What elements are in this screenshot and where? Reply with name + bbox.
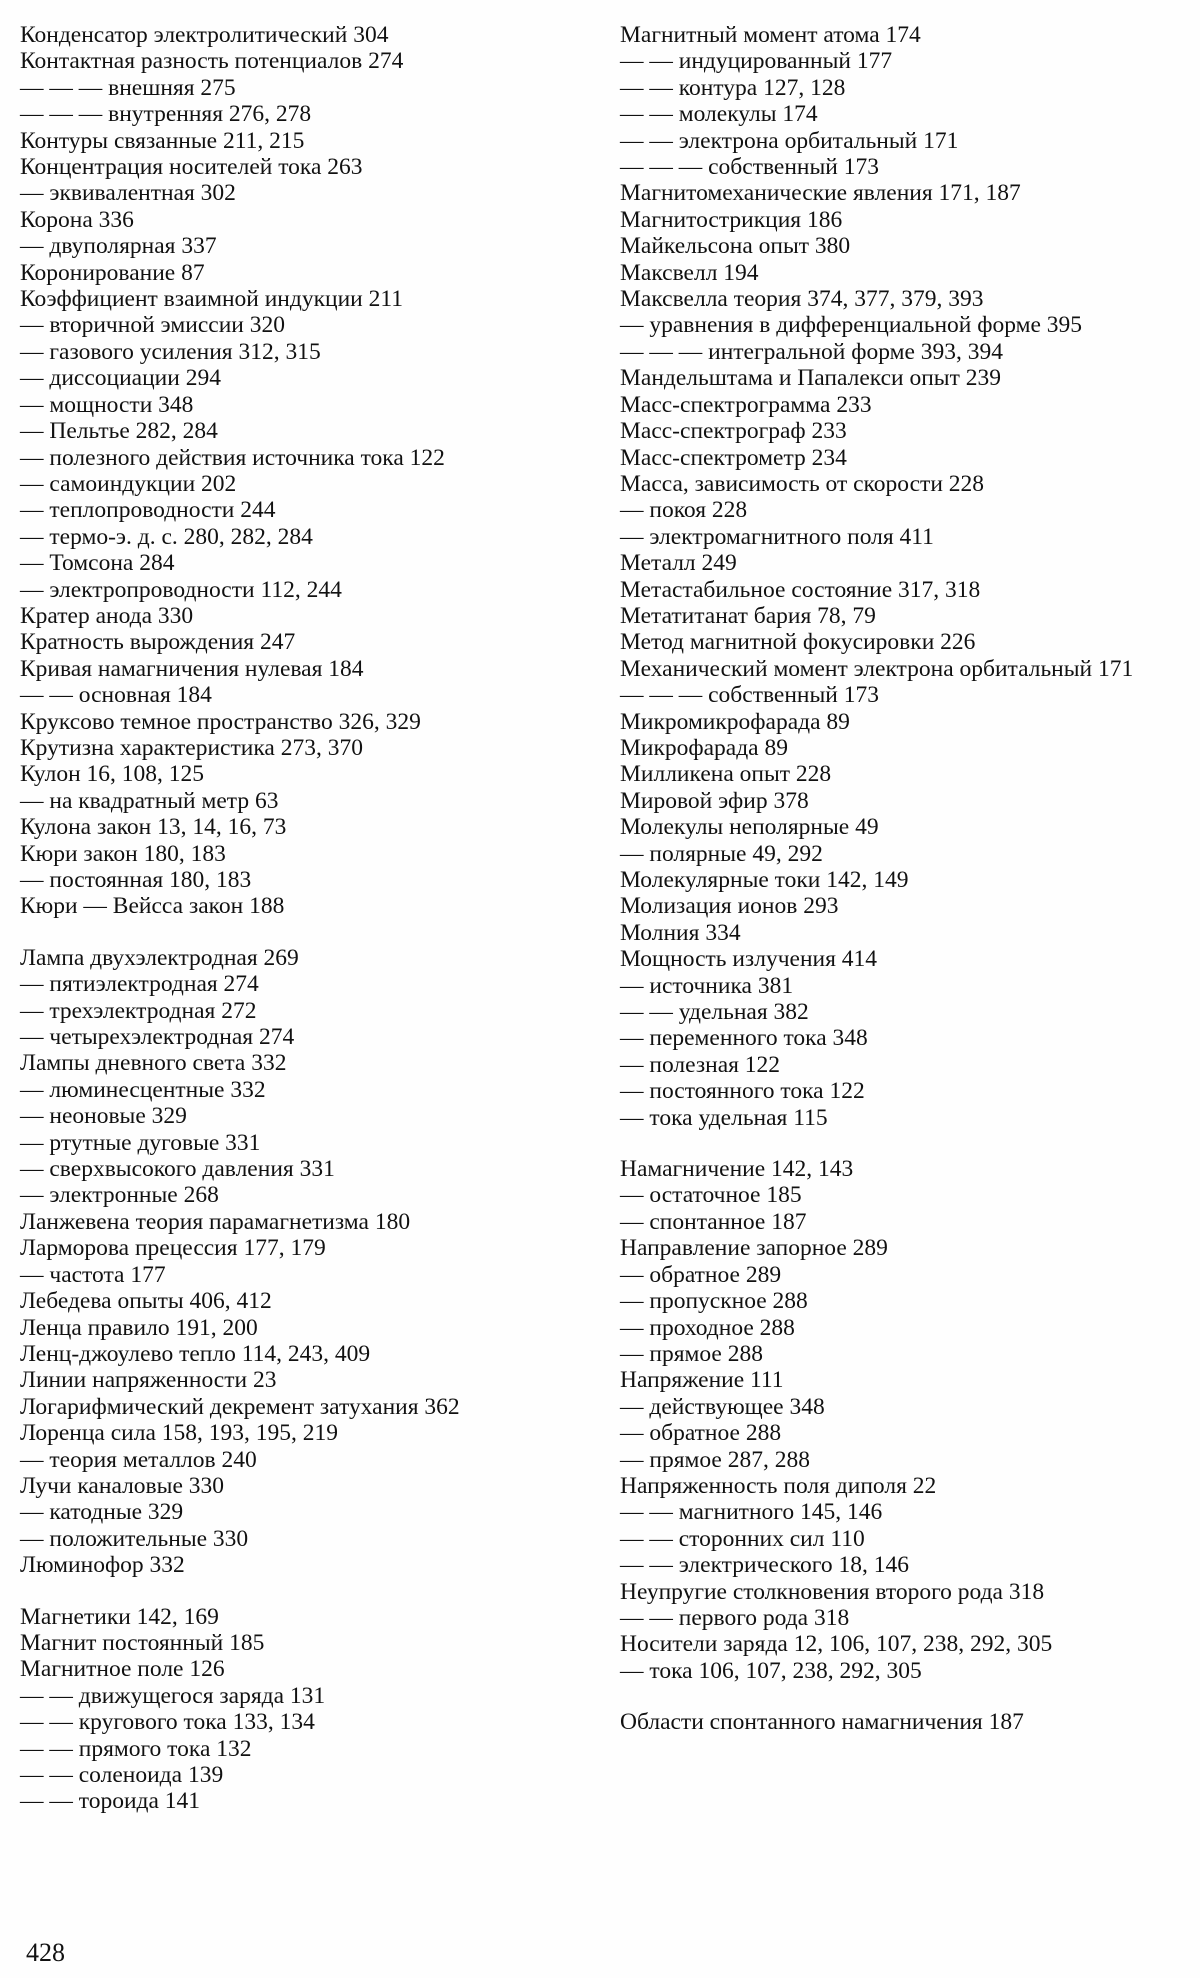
index-entry: — — индуцированный 177 bbox=[620, 48, 893, 75]
index-entry: — Томсона 284 bbox=[20, 550, 175, 577]
index-entry: — положительные 330 bbox=[20, 1525, 249, 1552]
index-entry: — тока 106, 107, 238, 292, 305 bbox=[620, 1657, 922, 1684]
index-entry: — Пельтье 282, 284 bbox=[20, 418, 218, 445]
index-entry: Магнетики 142, 169 bbox=[20, 1603, 219, 1630]
index-entry: — — — собственный 173 bbox=[620, 682, 879, 709]
index-entry: Напряжение 111 bbox=[620, 1367, 784, 1394]
index-entry: — термо-э. д. с. 280, 282, 284 bbox=[20, 523, 313, 550]
index-entry: — — тороида 141 bbox=[20, 1788, 201, 1815]
index-entry: — — — внешняя 275 bbox=[20, 74, 236, 101]
index-entry: — обратное 289 bbox=[620, 1261, 782, 1288]
index-entry: Кратность вырождения 247 bbox=[20, 629, 296, 656]
index-entry: Намагничение 142, 143 bbox=[620, 1156, 854, 1183]
index-entry: Кривая намагничения нулевая 184 bbox=[20, 655, 364, 682]
index-entry: — — контура 127, 128 bbox=[620, 74, 846, 101]
index-entry: — постоянная 180, 183 bbox=[20, 867, 252, 893]
index-entry: — эквивалентная 302 bbox=[20, 180, 236, 207]
section-gap bbox=[620, 1131, 1185, 1156]
index-entry: — — сторонних сил 110 bbox=[620, 1525, 865, 1552]
index-entry: Метатитанат бария 78, 79 bbox=[620, 602, 876, 629]
index-entry: Кулон 16, 108, 125 bbox=[20, 761, 205, 788]
index-entry: Напряженность поля диполя 22 bbox=[620, 1472, 937, 1499]
index-entry: — электропроводности 112, 244 bbox=[20, 576, 342, 603]
index-entry: — сверхвысокого давления 331 bbox=[20, 1156, 335, 1183]
index-entry: — — движущегося заряда 131 bbox=[20, 1682, 326, 1709]
index-entry: Кулона закон 13, 14, 16, 73 bbox=[20, 814, 287, 841]
index-entry: Масс-спектрометр 234 bbox=[620, 444, 847, 471]
index-entry: — — кругового тока 133, 134 bbox=[20, 1709, 315, 1736]
index-entry: Люминофор 332 bbox=[20, 1552, 185, 1579]
index-entry: Контуры связанные 211, 215 bbox=[20, 127, 305, 154]
index-entry: Неупругие столкновения второго рода 318 bbox=[620, 1578, 1045, 1605]
index-entry: — источника 381 bbox=[620, 972, 794, 999]
index-entry: — — первого рода 318 bbox=[620, 1604, 850, 1631]
index-entry: Кратер анода 330 bbox=[20, 602, 194, 629]
section-gap bbox=[20, 1579, 595, 1604]
index-entry: — — удельная 382 bbox=[620, 999, 809, 1026]
index-entry: — электронные 268 bbox=[20, 1182, 219, 1209]
index-entry: — — соленоида 139 bbox=[20, 1762, 224, 1788]
index-entry: — мощности 348 bbox=[20, 391, 194, 418]
index-entry: Коронирование 87 bbox=[20, 259, 205, 286]
index-entry: — полезного действия источника тока 122 bbox=[20, 444, 445, 471]
index-entry: — полярные 49, 292 bbox=[620, 840, 823, 867]
index-entry: Концентрация носителей тока 263 bbox=[20, 154, 363, 181]
index-entry: Максвелл 194 bbox=[620, 259, 759, 286]
index-entry: Мандельштама и Папалекси опыт 239 bbox=[620, 365, 1001, 392]
index-entry: Механический момент электрона орбитальный 171 bbox=[620, 655, 1134, 682]
index-entry: Коэффициент взаимной индукции 211 bbox=[20, 286, 403, 313]
index-entry: — переменного тока 348 bbox=[620, 1025, 868, 1052]
index-entry: Логарифмический декремент затухания 362 bbox=[20, 1393, 460, 1420]
index-entry: Молекулярные токи 142, 149 bbox=[620, 867, 909, 893]
index-entry: Магнитное поле 126 bbox=[20, 1656, 225, 1683]
index-entry: Молизация ионов 293 bbox=[620, 893, 839, 920]
index-entry: — ртутные дуговые 331 bbox=[20, 1129, 261, 1156]
index-entry: — — — собственный 173 bbox=[620, 154, 879, 181]
index-entry: — частота 177 bbox=[20, 1261, 166, 1288]
index-entry: Носители заряда 12, 106, 107, 238, 292, 305 bbox=[620, 1631, 1053, 1658]
index-entry: Магнит постоянный 185 bbox=[20, 1629, 265, 1656]
index-entry: — четырехэлектродная 274 bbox=[20, 1024, 295, 1051]
index-entry: Металл 249 bbox=[620, 550, 737, 577]
section-gap bbox=[20, 920, 595, 945]
index-entry: — уравнения в дифференциальной форме 395 bbox=[620, 312, 1083, 339]
index-entry: Корона 336 bbox=[20, 206, 134, 233]
index-entry: — — основная 184 bbox=[20, 682, 212, 709]
index-entry: — электромагнитного поля 411 bbox=[620, 523, 934, 550]
index-entry: Молекулы неполярные 49 bbox=[620, 814, 879, 841]
index-entry: — на квадратный метр 63 bbox=[20, 787, 279, 814]
index-entry: Кюри — Вейсса закон 188 bbox=[20, 893, 285, 920]
index-entry: — трехэлектродная 272 bbox=[20, 997, 257, 1024]
index-entry: — катодные 329 bbox=[20, 1499, 184, 1526]
index-entry: — постоянного тока 122 bbox=[620, 1078, 865, 1105]
index-entry: — действующее 348 bbox=[620, 1393, 825, 1420]
index-entry: — — электрического 18, 146 bbox=[620, 1552, 909, 1579]
index-entry: — люминесцентные 332 bbox=[20, 1076, 266, 1103]
index-entry: Магнитный момент атома 174 bbox=[620, 22, 921, 48]
page-number: 428 bbox=[26, 1938, 65, 1967]
index-entry: — пропускное 288 bbox=[620, 1288, 808, 1315]
index-entry: Масса, зависимость от скорости 228 bbox=[620, 470, 985, 497]
index-column-right bbox=[620, 22, 1185, 1736]
index-entry: Масс-спектрограмма 233 bbox=[620, 391, 872, 418]
index-entry: Контактная разность потенциалов 274 bbox=[20, 48, 404, 75]
index-entry: — обратное 288 bbox=[620, 1420, 782, 1447]
index-entry: Круксово темное пространство 326, 329 bbox=[20, 708, 421, 735]
index-entry: — — магнитного 145, 146 bbox=[620, 1499, 883, 1526]
index-entry: — теплопроводности 244 bbox=[20, 497, 276, 524]
index-entry: Кюри закон 180, 183 bbox=[20, 840, 226, 867]
index-entry: — проходное 288 bbox=[620, 1314, 795, 1341]
index-entry: Конденсатор электролитический 304 bbox=[20, 22, 389, 48]
index-entry: Майкельсона опыт 380 bbox=[620, 233, 851, 260]
index-entry: — газового усиления 312, 315 bbox=[20, 338, 321, 365]
index-entry: — теория металлов 240 bbox=[20, 1446, 257, 1473]
index-entry: — остаточное 185 bbox=[620, 1182, 802, 1209]
index-entry: Мощность излучения 414 bbox=[620, 946, 878, 973]
index-entry: Лампы дневного света 332 bbox=[20, 1050, 287, 1077]
index-entry: — — молекулы 174 bbox=[620, 101, 818, 128]
index-entry: Направление запорное 289 bbox=[620, 1235, 888, 1262]
index-entry: — — — внутренняя 276, 278 bbox=[20, 101, 312, 128]
index-entry: — пятиэлектродная 274 bbox=[20, 971, 259, 998]
index-entry: — диссоциации 294 bbox=[20, 365, 221, 392]
index-entry: — прямое 288 bbox=[620, 1340, 763, 1367]
index-entry: — полезная 122 bbox=[620, 1051, 781, 1078]
index-entry: Ленц-джоулево тепло 114, 243, 409 bbox=[20, 1340, 371, 1367]
index-entry: Лучи каналовые 330 bbox=[20, 1472, 224, 1499]
section-gap bbox=[620, 1684, 1185, 1709]
index-entry: Метастабильное состояние 317, 318 bbox=[620, 576, 981, 603]
index-entry: — — — интегральной форме 393, 394 bbox=[620, 338, 1004, 365]
index-entry: Метод магнитной фокусировки 226 bbox=[620, 629, 976, 656]
index-entry: Магнитострикция 186 bbox=[620, 206, 843, 233]
index-entry: — двуполярная 337 bbox=[20, 233, 217, 260]
index-entry: Милликена опыт 228 bbox=[620, 761, 832, 788]
index-entry: Масс-спектрограф 233 bbox=[620, 418, 847, 445]
index-entry: Линии напряженности 23 bbox=[20, 1367, 277, 1394]
index-entry: Области спонтанного намагничения 187 bbox=[620, 1709, 1024, 1736]
index-entry: Молния 334 bbox=[620, 919, 741, 946]
index-entry: — — электрона орбитальный 171 bbox=[620, 127, 959, 154]
index-entry: Ланжевена теория парамагнетизма 180 bbox=[20, 1208, 411, 1235]
index-entry: Максвелла теория 374, 377, 379, 393 bbox=[620, 286, 984, 313]
index-entry: — неоновые 329 bbox=[20, 1103, 187, 1130]
index-entry: — — прямого тока 132 bbox=[20, 1735, 252, 1762]
index-entry: — прямое 287, 288 bbox=[620, 1446, 810, 1473]
index-entry: Лебедева опыты 406, 412 bbox=[20, 1288, 272, 1315]
index-entry: Крутизна характеристика 273, 370 bbox=[20, 734, 363, 761]
index-entry: Мировой эфир 378 bbox=[620, 787, 809, 814]
index-entry: — спонтанное 187 bbox=[620, 1208, 807, 1235]
index-entry: — тока удельная 115 bbox=[620, 1104, 828, 1131]
index-entry: — вторичной эмиссии 320 bbox=[20, 312, 285, 339]
index-entry: Микромикрофарада 89 bbox=[620, 708, 850, 735]
index-entry: Лампа двухэлектродная 269 bbox=[20, 944, 299, 971]
index-column-left bbox=[20, 22, 595, 1815]
index-entry: Ленца правило 191, 200 bbox=[20, 1314, 258, 1341]
index-entry: — самоиндукции 202 bbox=[20, 470, 237, 497]
index-entry: Ларморова прецессия 177, 179 bbox=[20, 1235, 326, 1262]
index-entry: Микрофарада 89 bbox=[620, 734, 788, 761]
index-entry: Лоренца сила 158, 193, 195, 219 bbox=[20, 1420, 339, 1447]
index-entry: — покоя 228 bbox=[620, 497, 748, 524]
index-entry: Магнитомеханические явления 171, 187 bbox=[620, 180, 1021, 207]
